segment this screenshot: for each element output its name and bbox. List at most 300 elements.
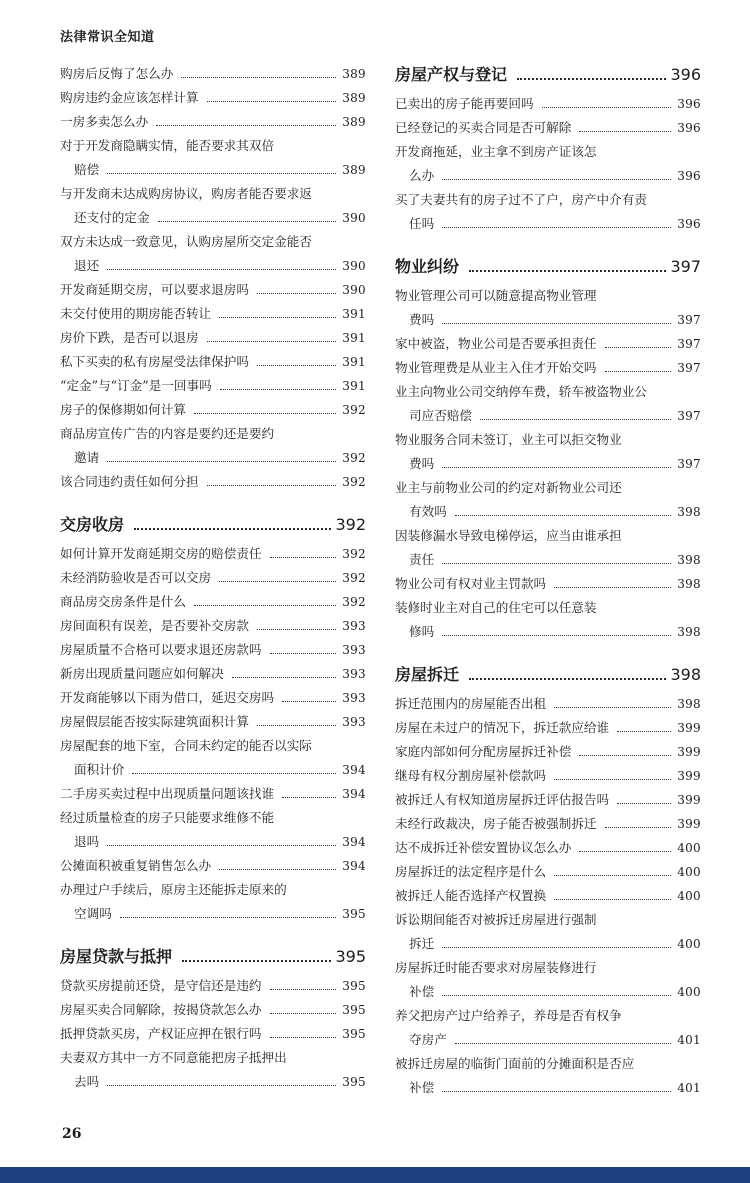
- leader-dots: [455, 515, 671, 516]
- toc-entry: [60, 86, 366, 110]
- toc-entry: [60, 62, 366, 86]
- toc-entry-title: 商品房宣传广告的内容是要约还是要约: [60, 426, 275, 441]
- toc-entry: [60, 230, 366, 278]
- toc-entry-title: 贷款买房提前还贷，是守信还是违约: [60, 978, 262, 993]
- toc-left-column: [60, 62, 366, 1094]
- toc-entry-page-number: 400: [677, 937, 701, 951]
- toc-entry: [395, 692, 701, 716]
- toc-entry-title: 邀请: [74, 450, 100, 465]
- toc-entry-line: [395, 116, 701, 140]
- toc-entry: [395, 1004, 701, 1052]
- toc-entry: [60, 566, 366, 590]
- toc-entry: [60, 350, 366, 374]
- toc-entry-title: 司应否赔偿: [409, 408, 472, 423]
- toc-entry-page-number: 391: [342, 355, 366, 369]
- toc-entry: [395, 524, 701, 572]
- toc-entry-page-number: 393: [342, 643, 366, 657]
- leader-dots: [455, 1043, 671, 1044]
- toc-entry-title: 装修时业主对自己的住宅可以任意装: [395, 600, 597, 615]
- toc-entry-line: [60, 1046, 366, 1070]
- toc-entry: [395, 596, 701, 644]
- section-page-number: 397: [670, 257, 701, 276]
- toc-entry: [60, 878, 366, 926]
- toc-entry: [395, 908, 701, 956]
- leader-dots: [107, 461, 336, 462]
- leader-dots: [107, 1085, 336, 1086]
- toc-entry-line: [395, 452, 701, 476]
- leader-dots: [132, 773, 336, 774]
- leader-dots: [158, 221, 337, 222]
- toc-entry-title: 诉讼期间能否对被拆迁房屋进行强制: [395, 912, 597, 927]
- toc-entry-title: 房屋配套的地下室，合同未约定的能否以实际: [60, 738, 312, 753]
- toc-entry-page-number: 391: [342, 307, 366, 321]
- toc-entry-line: [60, 254, 366, 278]
- toc-entry-line: [60, 830, 366, 854]
- leader-dots: [182, 960, 331, 962]
- toc-entry: [395, 356, 701, 380]
- toc-entry-title: 家庭内部如何分配房屋拆迁补偿: [395, 744, 572, 759]
- toc-entry-line: [60, 878, 366, 902]
- toc-entry-title: 对于开发商隐瞒实情，能否要求其双倍: [60, 138, 275, 153]
- toc-entry-title: 购房违约金应该怎样计算: [60, 90, 199, 105]
- toc-entry-line: [395, 692, 701, 716]
- leader-dots: [207, 101, 337, 102]
- toc-entry-line: [60, 1022, 366, 1046]
- toc-entry-page-number: 389: [342, 163, 366, 177]
- toc-entry-line: [395, 1028, 701, 1052]
- toc-entry-title: 公摊面积被重复销售怎么办: [60, 858, 212, 873]
- toc-entry-line: [60, 758, 366, 782]
- toc-entry-line: [395, 836, 701, 860]
- toc-entry: [395, 572, 701, 596]
- toc-entry: [395, 332, 701, 356]
- leader-dots: [219, 869, 336, 870]
- toc-entry-line: [395, 716, 701, 740]
- leader-dots: [442, 323, 671, 324]
- leader-dots: [442, 635, 671, 636]
- toc-entry-title: 如何计算开发商延期交房的赔偿责任: [60, 546, 262, 561]
- toc-entry-title: 未经行政裁决，房子能否被强制拆迁: [395, 816, 597, 831]
- toc-entry-line: [395, 404, 701, 428]
- leader-dots: [517, 78, 666, 80]
- toc-entry-page-number: 389: [342, 67, 366, 81]
- toc-entry-title: 退还: [74, 258, 100, 273]
- toc-entry-title: 家中被盗，物业公司是否要承担责任: [395, 336, 597, 351]
- toc-entry-line: [395, 764, 701, 788]
- toc-entry-title: 购房后反悔了怎么办: [60, 66, 174, 81]
- leader-dots: [554, 587, 671, 588]
- toc-entry-page-number: 395: [342, 1027, 366, 1041]
- toc-entry-line: [60, 782, 366, 806]
- leader-dots: [442, 227, 671, 228]
- toc-entry-page-number: 391: [342, 331, 366, 345]
- toc-entry-line: [60, 134, 366, 158]
- toc-entry-title: 抵押贷款买房，产权证应押在银行吗: [60, 1026, 262, 1041]
- toc-entry: [60, 710, 366, 734]
- toc-entry-line: [395, 548, 701, 572]
- toc-entry: [60, 638, 366, 662]
- toc-entry-page-number: 391: [342, 379, 366, 393]
- toc-entry: [395, 812, 701, 836]
- toc-entry-line: [60, 278, 366, 302]
- toc-entry-page-number: 390: [342, 211, 366, 225]
- toc-entry-title: 房屋在未过户的情况下，拆迁款应给谁: [395, 720, 610, 735]
- leader-dots: [107, 269, 336, 270]
- toc-entry-line: [395, 476, 701, 500]
- toc-entry: [395, 860, 701, 884]
- leader-dots: [480, 419, 671, 420]
- toc-entry-line: [60, 1070, 366, 1094]
- toc-entry-page-number: 392: [342, 475, 366, 489]
- leader-dots: [442, 467, 671, 468]
- leader-dots: [442, 995, 671, 996]
- toc-entry-title: 物业服务合同未签订，业主可以拒交物业: [395, 432, 622, 447]
- section-gap: [395, 644, 701, 662]
- toc-entry-line: [395, 788, 701, 812]
- toc-entry-title: 双方未达成一致意见，认购房屋所交定金能否: [60, 234, 312, 249]
- toc-entry: [60, 590, 366, 614]
- leader-dots: [219, 581, 336, 582]
- section-gap: [60, 926, 366, 944]
- toc-entry-title: 达不成拆迁补偿安置协议怎么办: [395, 840, 572, 855]
- section-heading: [395, 662, 701, 688]
- toc-entry-title: 房屋拆迁时能否要求对房屋装修进行: [395, 960, 597, 975]
- leader-dots: [469, 678, 666, 680]
- leader-dots: [554, 707, 671, 708]
- toc-entry-line: [395, 212, 701, 236]
- toc-entry-title: 房子的保修期如何计算: [60, 402, 186, 417]
- toc-entry-line: [395, 812, 701, 836]
- toc-entry: [60, 614, 366, 638]
- toc-entry-line: [395, 620, 701, 644]
- toc-entry-page-number: 393: [342, 715, 366, 729]
- toc-entry-page-number: 390: [342, 283, 366, 297]
- toc-entry-page-number: 398: [677, 697, 701, 711]
- toc-entry-page-number: 392: [342, 403, 366, 417]
- toc-entry-line: [60, 662, 366, 686]
- toc-entry: [60, 974, 366, 998]
- leader-dots: [181, 77, 336, 78]
- leader-dots: [282, 701, 336, 702]
- bottom-color-bar: [0, 1167, 750, 1183]
- toc-entry-line: [60, 158, 366, 182]
- toc-entry-title: 新房出现质量问题应如何解决: [60, 666, 224, 681]
- toc-entry-title: 该合同违约责任如何分担: [60, 474, 199, 489]
- leader-dots: [579, 851, 671, 852]
- section-title: 交房收房: [60, 515, 125, 534]
- toc-entry-page-number: 400: [677, 985, 701, 999]
- toc-entry-page-number: 398: [677, 625, 701, 639]
- leader-dots: [219, 317, 336, 318]
- toc-entry-title: 继母有权分割房屋补偿款吗: [395, 768, 547, 783]
- toc-entry-title: 修吗: [409, 624, 435, 639]
- leader-dots: [605, 827, 672, 828]
- toc-entry: [395, 884, 701, 908]
- toc-entry-page-number: 394: [342, 787, 366, 801]
- toc-entry-title: 开发商延期交房，可以要求退房吗: [60, 282, 249, 297]
- toc-entry-line: [60, 854, 366, 878]
- toc-entry-page-number: 394: [342, 859, 366, 873]
- toc-entry: [60, 782, 366, 806]
- toc-entry-page-number: 397: [677, 313, 701, 327]
- toc-entry-title: 房屋假层能否按实际建筑面积计算: [60, 714, 249, 729]
- toc-entry-line: [60, 302, 366, 326]
- toc-entry: [395, 788, 701, 812]
- leader-dots: [107, 173, 336, 174]
- toc-entry-line: [395, 332, 701, 356]
- toc-entry-title: 被拆迁人能否选择产权置换: [395, 888, 547, 903]
- toc-entry-line: [395, 1052, 701, 1076]
- toc-entry-title: 办理过户手续后，原房主还能拆走原来的: [60, 882, 287, 897]
- toc-entry-line: [60, 998, 366, 1022]
- toc-entry: [60, 134, 366, 182]
- toc-entry-line: [60, 614, 366, 638]
- toc-entry: [60, 398, 366, 422]
- toc-entry-line: [395, 860, 701, 884]
- toc-entry: [395, 140, 701, 188]
- toc-entry-title: 房屋买卖合同解除，按揭贷款怎么办: [60, 1002, 262, 1017]
- toc-entry-page-number: 398: [677, 577, 701, 591]
- leader-dots: [220, 389, 336, 390]
- toc-entry-line: [395, 596, 701, 620]
- toc-entry-line: [395, 956, 701, 980]
- toc-entry-page-number: 398: [677, 505, 701, 519]
- section-heading: [395, 62, 701, 88]
- toc-entry-title: 已经登记的买卖合同是否可解除: [395, 120, 572, 135]
- leader-dots: [579, 755, 671, 756]
- toc-entry-page-number: 397: [677, 409, 701, 423]
- toc-entry: [395, 836, 701, 860]
- toc-entry: [60, 278, 366, 302]
- toc-entry-line: [60, 566, 366, 590]
- leader-dots: [442, 563, 671, 564]
- leader-dots: [232, 677, 336, 678]
- toc-entry-line: [60, 542, 366, 566]
- toc-entry: [60, 374, 366, 398]
- section-page-number: 398: [670, 665, 701, 684]
- toc-right-column: [395, 62, 701, 1100]
- toc-entry-page-number: 392: [342, 547, 366, 561]
- toc-entry-page-number: 393: [342, 619, 366, 633]
- leader-dots: [257, 725, 336, 726]
- toc-entry-line: [395, 500, 701, 524]
- toc-entry: [395, 1052, 701, 1100]
- leader-dots: [156, 125, 336, 126]
- toc-entry-page-number: 400: [677, 841, 701, 855]
- toc-entry-page-number: 401: [677, 1033, 701, 1047]
- section-heading: [60, 944, 366, 970]
- toc-entry-page-number: 392: [342, 571, 366, 585]
- toc-entry: [60, 422, 366, 470]
- toc-entry-page-number: 393: [342, 667, 366, 681]
- leader-dots: [617, 731, 671, 732]
- toc-entry-line: [60, 62, 366, 86]
- toc-entry: [395, 380, 701, 428]
- toc-entry-page-number: 395: [342, 1003, 366, 1017]
- toc-entry: [60, 1046, 366, 1094]
- toc-entry-line: [60, 398, 366, 422]
- leader-dots: [605, 371, 672, 372]
- toc-entry-title: 物业公司有权对业主罚款吗: [395, 576, 547, 591]
- toc-entry: [395, 740, 701, 764]
- leader-dots: [194, 605, 336, 606]
- toc-entry-page-number: 395: [342, 979, 366, 993]
- toc-entry-page-number: 399: [677, 817, 701, 831]
- toc-entry-line: [395, 308, 701, 332]
- toc-entry-page-number: 399: [677, 793, 701, 807]
- toc-entry-title: 费吗: [409, 312, 435, 327]
- toc-entry-title: 二手房买卖过程中出现质量问题该找谁: [60, 786, 275, 801]
- toc-entry-title: 未经消防验收是否可以交房: [60, 570, 212, 585]
- toc-entry-page-number: 396: [677, 121, 701, 135]
- toc-entry-line: [395, 524, 701, 548]
- toc-entry-title: 房价下跌，是否可以退房: [60, 330, 199, 345]
- leader-dots: [257, 293, 336, 294]
- toc-entry-title: 被拆迁人有权知道房屋拆迁评估报告吗: [395, 792, 610, 807]
- toc-entry-line: [60, 374, 366, 398]
- leader-dots: [442, 179, 671, 180]
- toc-entry-title: 夫妻双方其中一方不同意能把房子抵押出: [60, 1050, 287, 1065]
- toc-entry-line: [60, 206, 366, 230]
- toc-entry-title: 费吗: [409, 456, 435, 471]
- toc-entry-line: [60, 350, 366, 374]
- toc-entry-line: [60, 902, 366, 926]
- toc-entry-title: “定金”与“订金”是一回事吗: [60, 378, 212, 393]
- leader-dots: [194, 413, 336, 414]
- toc-entry-page-number: 394: [342, 763, 366, 777]
- toc-entry-line: [395, 740, 701, 764]
- toc-entry-title: 房间面积有误差，是否要补交房款: [60, 618, 249, 633]
- toc-entry: [395, 188, 701, 236]
- toc-entry-line: [60, 638, 366, 662]
- toc-entry-line: [60, 422, 366, 446]
- toc-entry: [60, 302, 366, 326]
- toc-entry-title: 夺房产: [409, 1032, 447, 1047]
- toc-entry-title: 开发商能够以下雨为借口，延迟交房吗: [60, 690, 275, 705]
- toc-entry-page-number: 396: [677, 169, 701, 183]
- leader-dots: [207, 341, 337, 342]
- toc-entry-line: [395, 380, 701, 404]
- toc-entry-line: [395, 140, 701, 164]
- toc-entry-page-number: 396: [677, 217, 701, 231]
- toc-entry-title: 还支付的定金: [74, 210, 150, 225]
- toc-entry-line: [60, 86, 366, 110]
- leader-dots: [605, 347, 672, 348]
- toc-entry: [395, 716, 701, 740]
- toc-entry-line: [395, 1004, 701, 1028]
- page-number: 26: [62, 1126, 82, 1142]
- toc-entry-title: 开发商拖延，业主拿不到房产证该怎: [395, 144, 597, 159]
- toc-entry: [395, 92, 701, 116]
- leader-dots: [120, 917, 336, 918]
- section-heading: [395, 254, 701, 280]
- toc-entry-line: [60, 590, 366, 614]
- toc-entry-title: 拆迁: [409, 936, 435, 951]
- toc-entry-page-number: 401: [677, 1081, 701, 1095]
- leader-dots: [270, 653, 337, 654]
- toc-entry-title: 一房多卖怎么办: [60, 114, 149, 129]
- toc-entry-title: 商品房交房条件是什么: [60, 594, 186, 609]
- toc-entry-page-number: 395: [342, 907, 366, 921]
- toc-entry: [60, 326, 366, 350]
- section-heading: [60, 512, 366, 538]
- toc-entry-line: [60, 710, 366, 734]
- leader-dots: [554, 779, 671, 780]
- toc-entry-line: [395, 572, 701, 596]
- toc-entry-line: [60, 182, 366, 206]
- toc-entry-title: 未交付使用的期房能否转让: [60, 306, 212, 321]
- leader-dots: [282, 797, 336, 798]
- running-header: 法律常识全知道: [60, 30, 155, 45]
- toc-entry-line: [60, 974, 366, 998]
- toc-entry-title: 业主向物业公司交纳停车费，轿车被盗物业公: [395, 384, 647, 399]
- toc-entry-line: [395, 188, 701, 212]
- section-title: 房屋贷款与抵押: [60, 947, 173, 966]
- toc-entry-page-number: 400: [677, 865, 701, 879]
- toc-entry-page-number: 397: [677, 361, 701, 375]
- leader-dots: [554, 899, 671, 900]
- toc-entry-title: 私下买卖的私有房屋受法律保护吗: [60, 354, 249, 369]
- toc-entry-page-number: 398: [677, 553, 701, 567]
- toc-entry-line: [395, 92, 701, 116]
- toc-entry: [60, 734, 366, 782]
- toc-entry-line: [60, 806, 366, 830]
- section-page-number: 396: [670, 65, 701, 84]
- toc-entry-line: [395, 164, 701, 188]
- toc-entry-title: 拆迁范围内的房屋能否出租: [395, 696, 547, 711]
- toc-entry-page-number: 395: [342, 1075, 366, 1089]
- toc-entry: [395, 116, 701, 140]
- toc-entry-page-number: 393: [342, 691, 366, 705]
- leader-dots: [257, 629, 336, 630]
- section-title: 房屋拆迁: [395, 665, 460, 684]
- toc-entry-title: 与开发商未达成购房协议，购房者能否要求返: [60, 186, 312, 201]
- toc-entry-page-number: 397: [677, 457, 701, 471]
- toc-entry: [60, 110, 366, 134]
- toc-entry-title: 因装修漏水导致电梯停运，应当由谁承担: [395, 528, 622, 543]
- toc-entry-title: 业主与前物业公司的约定对新物业公司还: [395, 480, 622, 495]
- section-gap: [60, 494, 366, 512]
- toc-entry-title: 已卖出的房子能再要回吗: [395, 96, 534, 111]
- toc-entry-line: [395, 908, 701, 932]
- toc-entry-line: [60, 446, 366, 470]
- toc-entry-title: 买了夫妻共有的房子过不了户，房产中介有责: [395, 192, 647, 207]
- toc-entry-page-number: 399: [677, 769, 701, 783]
- toc-entry-line: [395, 884, 701, 908]
- toc-entry-title: 赔偿: [74, 162, 100, 177]
- toc-entry-line: [395, 428, 701, 452]
- leader-dots: [442, 1091, 671, 1092]
- toc-entry-page-number: 392: [342, 595, 366, 609]
- section-page-number: 395: [335, 947, 366, 966]
- toc-entry-page-number: 389: [342, 91, 366, 105]
- toc-entry-page-number: 399: [677, 721, 701, 735]
- section-page-number: 392: [335, 515, 366, 534]
- toc-entry-title: 责任: [409, 552, 435, 567]
- toc-entry-page-number: 390: [342, 259, 366, 273]
- toc-entry: [60, 686, 366, 710]
- leader-dots: [617, 803, 671, 804]
- leader-dots: [107, 845, 336, 846]
- section-title: 房屋产权与登记: [395, 65, 508, 84]
- toc-entry-line: [395, 356, 701, 380]
- leader-dots: [270, 1037, 337, 1038]
- toc-entry-title: 面积计价: [74, 762, 125, 777]
- toc-entry: [60, 542, 366, 566]
- toc-entry-title: 去吗: [74, 1074, 100, 1089]
- toc-entry-title: 有效吗: [409, 504, 447, 519]
- toc-entry: [60, 854, 366, 878]
